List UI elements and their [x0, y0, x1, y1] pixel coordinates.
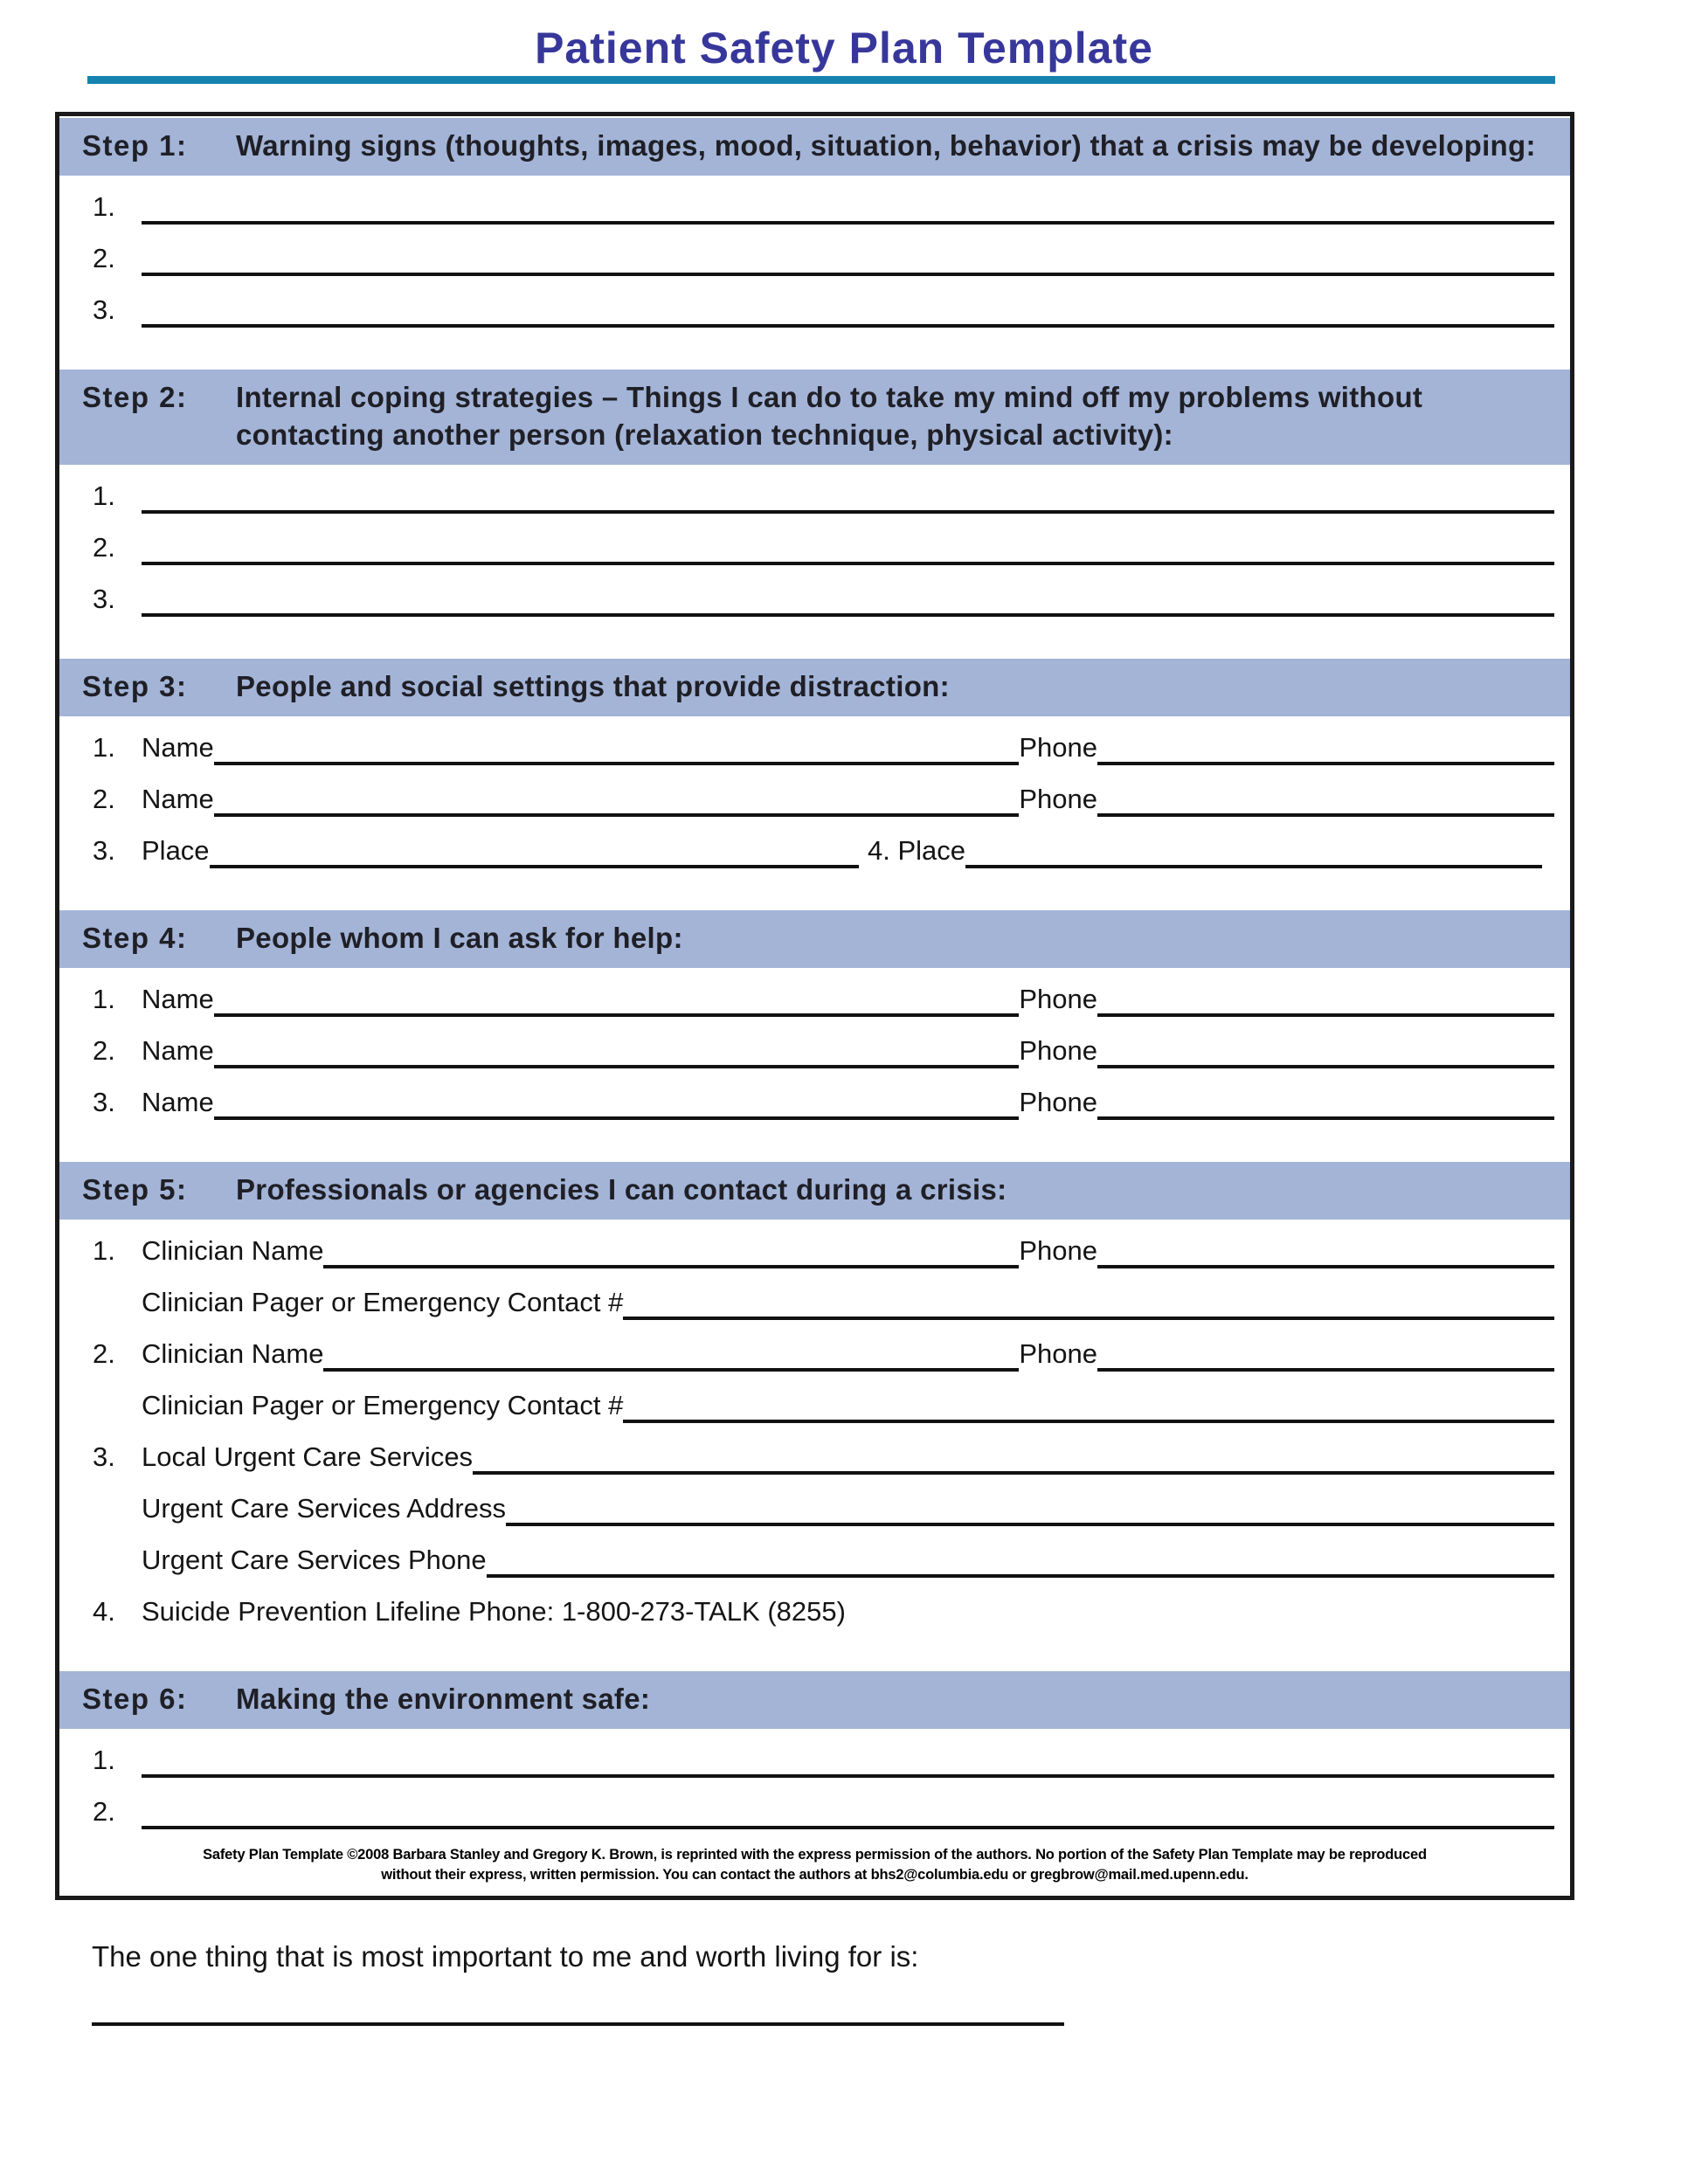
- warning-sign-line-1[interactable]: [142, 190, 1554, 225]
- step-1-header-bar: [59, 118, 1570, 176]
- item-number: 1.: [93, 984, 115, 1014]
- item-number: 3.: [93, 835, 115, 866]
- step-3-section: [59, 659, 1570, 909]
- urgent-care-address-field-line[interactable]: [506, 1491, 1554, 1526]
- step-5-label: Step 5:: [82, 1173, 188, 1206]
- item-number: 2.: [93, 1035, 115, 1066]
- step-1-heading: Warning signs (thoughts, images, mood, situation, behavior) that a crisis may be developing:: [236, 129, 1536, 162]
- coping-strategy-line-3[interactable]: [142, 582, 1554, 617]
- list-item: [59, 293, 1570, 328]
- name-field-line[interactable]: [214, 782, 1020, 817]
- title-underline: [87, 76, 1555, 84]
- item-number: 4.: [93, 1596, 115, 1627]
- item-number: 3.: [93, 1087, 115, 1117]
- pager-row: [59, 1285, 1570, 1320]
- list-item: [59, 1743, 1570, 1778]
- phone-label: Phone: [1019, 984, 1097, 1014]
- list-item: [59, 241, 1570, 276]
- warning-sign-line-2[interactable]: [142, 241, 1554, 276]
- name-field-line[interactable]: [214, 1085, 1020, 1120]
- worth-living-field-line[interactable]: [92, 2022, 1064, 2026]
- urgent-care-phone-label: Urgent Care Services Phone: [142, 1545, 487, 1575]
- safety-plan-form: [55, 112, 1574, 1900]
- warning-sign-line-3[interactable]: [142, 293, 1554, 328]
- environment-safe-line-2[interactable]: [142, 1794, 1554, 1829]
- phone-field-line[interactable]: [1097, 1337, 1554, 1372]
- contact-row: [59, 782, 1570, 817]
- urgent-care-address-row: [59, 1491, 1570, 1526]
- copyright-line-1: Safety Plan Template ©2008 Barbara Stanley and Gregory K. Brown, is reprinted with the express permission of the authors. No portion of the Safety Plan Template may be reproduced: [203, 1847, 1427, 1863]
- step-2-header-bar: [59, 370, 1570, 465]
- name-field-line[interactable]: [214, 1033, 1020, 1068]
- item-number: 2.: [93, 243, 115, 273]
- phone-label: Phone: [1019, 1338, 1097, 1369]
- clinician-name-label: Clinician Name: [142, 1338, 324, 1369]
- environment-safe-line-1[interactable]: [142, 1743, 1554, 1778]
- phone-label: Phone: [1019, 1087, 1097, 1117]
- pager-label: Clinician Pager or Emergency Contact #: [142, 1287, 624, 1317]
- place-row: [59, 833, 1570, 868]
- item-number: 2.: [93, 784, 115, 814]
- phone-field-line[interactable]: [1097, 982, 1554, 1017]
- urgent-care-services-label: Local Urgent Care Services: [142, 1441, 474, 1472]
- phone-field-line[interactable]: [1097, 1033, 1554, 1068]
- step-4-label: Step 4:: [82, 922, 188, 954]
- step-6-content: [59, 1743, 1570, 1838]
- step-1-content: [59, 190, 1570, 368]
- item-number: 3.: [93, 1441, 115, 1472]
- clinician-name-field-line[interactable]: [323, 1234, 1019, 1268]
- item-number: 1.: [93, 191, 115, 222]
- clinician-row: [59, 1234, 1570, 1268]
- step-3-content: [59, 730, 1570, 909]
- step-4-section: [59, 910, 1570, 1160]
- item-number: 1.: [93, 1235, 115, 1266]
- step-6-label: Step 6:: [82, 1683, 188, 1715]
- copyright-note: [59, 1838, 1570, 1896]
- copyright-line-2: without their express, written permission. You can contact the authors at bhs2@columbia.edu or gregbrow@mail.med.upenn.edu.: [381, 1867, 1249, 1883]
- name-label: Name: [142, 784, 214, 814]
- contact-row: [59, 1085, 1570, 1120]
- phone-label: Phone: [1019, 1235, 1097, 1266]
- urgent-care-phone-row: [59, 1543, 1570, 1578]
- step-5-section: [59, 1162, 1570, 1669]
- phone-label: Phone: [1019, 732, 1097, 763]
- item-number: 3.: [93, 294, 115, 325]
- worth-living-prompt: The one thing that is most important to me and worth living for is:: [92, 1940, 919, 1973]
- pager-field-line[interactable]: [623, 1285, 1554, 1320]
- step-2-content: [59, 479, 1570, 657]
- item-number: 1.: [93, 1745, 115, 1775]
- step-6-section: [59, 1671, 1570, 1838]
- step-2-section: [59, 370, 1570, 657]
- urgent-care-row: [59, 1440, 1570, 1475]
- step-6-heading: Making the environment safe:: [236, 1683, 651, 1715]
- step-1-label: Step 1:: [82, 129, 188, 162]
- step-3-label: Step 3:: [82, 670, 188, 702]
- step-4-heading: People whom I can ask for help:: [236, 922, 683, 954]
- step-2-heading: Internal coping strategies – Things I can do to take my mind off my problems without contacting another person (relaxation technique, physical activity):: [236, 381, 1423, 451]
- contact-row: [59, 982, 1570, 1017]
- place-field-line-1[interactable]: [210, 833, 859, 868]
- name-label: Name: [142, 1087, 214, 1117]
- contact-row: [59, 1033, 1570, 1068]
- clinician-row: [59, 1337, 1570, 1372]
- list-item: [59, 479, 1570, 514]
- item-number: 2.: [93, 1796, 115, 1827]
- phone-field-line[interactable]: [1097, 730, 1554, 765]
- item-number: 2.: [93, 1338, 115, 1369]
- place-label: Place: [142, 835, 210, 866]
- lifeline-row: [59, 1594, 1570, 1629]
- pager-label: Clinician Pager or Emergency Contact #: [142, 1390, 624, 1420]
- step-5-content: [59, 1234, 1570, 1669]
- name-field-line[interactable]: [214, 730, 1020, 765]
- urgent-care-services-field-line[interactable]: [473, 1440, 1554, 1475]
- name-label: Name: [142, 732, 214, 763]
- item-number: 1.: [93, 732, 115, 763]
- phone-field-line[interactable]: [1097, 782, 1554, 817]
- step-5-heading: Professionals or agencies I can contact during a crisis:: [236, 1173, 1007, 1206]
- name-label: Name: [142, 984, 214, 1014]
- step-3-header-bar: [59, 659, 1570, 716]
- phone-label: Phone: [1019, 1035, 1097, 1066]
- name-field-line[interactable]: [214, 982, 1020, 1017]
- step-4-content: [59, 982, 1570, 1160]
- list-item: [59, 190, 1570, 225]
- step-3-heading: People and social settings that provide distraction:: [236, 670, 950, 702]
- urgent-care-address-label: Urgent Care Services Address: [142, 1493, 506, 1524]
- contact-row: [59, 730, 1570, 765]
- list-item: [59, 1794, 1570, 1829]
- pager-field-line[interactable]: [623, 1388, 1554, 1423]
- item-number: 1.: [93, 480, 115, 511]
- suicide-prevention-lifeline-text: Suicide Prevention Lifeline Phone: 1-800-273-TALK (8255): [142, 1596, 846, 1627]
- name-label: Name: [142, 1035, 214, 1066]
- list-item: [59, 582, 1570, 617]
- step-6-header-bar: [59, 1671, 1570, 1729]
- phone-field-line[interactable]: [1097, 1085, 1554, 1120]
- place-label-2: 4. Place: [867, 835, 965, 866]
- clinician-name-label: Clinician Name: [142, 1235, 324, 1266]
- step-2-label: Step 2:: [82, 381, 188, 413]
- coping-strategy-line-2[interactable]: [142, 530, 1554, 565]
- coping-strategy-line-1[interactable]: [142, 479, 1554, 514]
- pager-row: [59, 1388, 1570, 1423]
- urgent-care-phone-field-line[interactable]: [487, 1543, 1554, 1578]
- page-title: Patient Safety Plan Template: [535, 24, 1153, 73]
- clinician-name-field-line[interactable]: [323, 1337, 1019, 1372]
- list-item: [59, 530, 1570, 565]
- item-number: 2.: [93, 532, 115, 563]
- phone-field-line[interactable]: [1097, 1234, 1554, 1268]
- step-1-section: [59, 118, 1570, 368]
- place-field-line-2[interactable]: [965, 833, 1542, 868]
- step-4-header-bar: [59, 910, 1570, 968]
- phone-label: Phone: [1019, 784, 1097, 814]
- step-5-header-bar: [59, 1162, 1570, 1220]
- item-number: 3.: [93, 584, 115, 614]
